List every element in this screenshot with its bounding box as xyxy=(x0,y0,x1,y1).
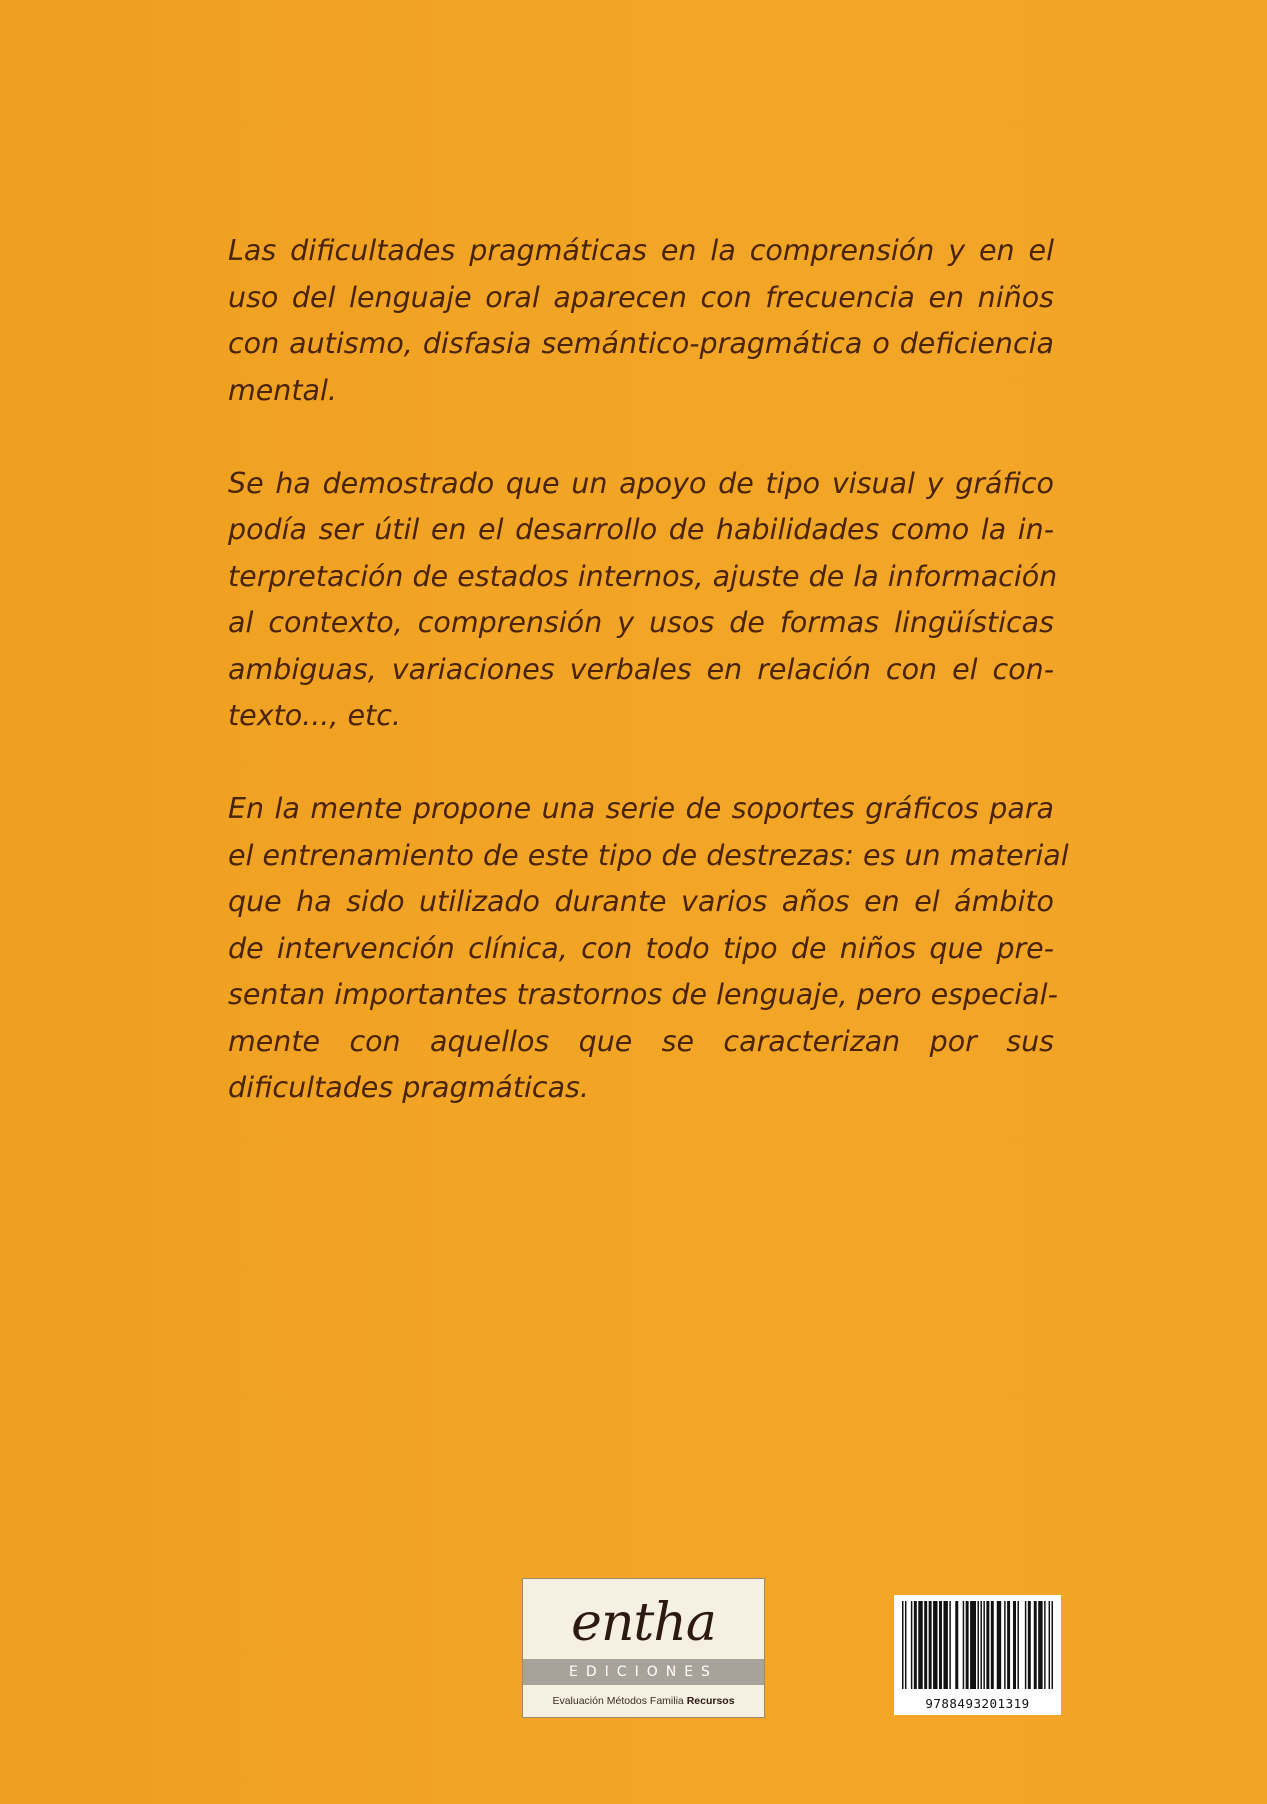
publisher-logo xyxy=(522,1578,765,1718)
barcode-bar xyxy=(905,1601,906,1689)
text-line: mente con aquellos que se caracterizan por sus xyxy=(228,1024,1054,1058)
text-line: ambiguas, variaciones verbales en relación con el con- xyxy=(228,652,1054,686)
barcode-bar xyxy=(963,1601,964,1689)
publisher-name: entha xyxy=(571,1593,716,1653)
text-line: podía ser útil en el desarrollo de habilidades como la in- xyxy=(228,513,1054,546)
barcode-bars xyxy=(902,1601,1053,1689)
barcode-bar xyxy=(1038,1601,1042,1689)
barcode-bar xyxy=(924,1601,927,1689)
text-line: En la mente propone una serie de soportes gráficos para xyxy=(228,792,1054,825)
tagline-bold: Recursos xyxy=(686,1695,735,1707)
description-paragraph-1 xyxy=(228,228,1054,414)
barcode-bar xyxy=(1013,1601,1016,1689)
barcode-bar xyxy=(914,1601,917,1689)
barcode-number: 9788493201319 xyxy=(925,1696,1030,1711)
text-line: con autismo, disfasia semántico-pragmática o deficiencia xyxy=(228,327,1054,360)
isbn-barcode xyxy=(894,1595,1061,1715)
text-line: Se ha demostrado que un apoyo de tipo visual y gráfico xyxy=(228,466,1054,500)
back-cover-description xyxy=(228,228,1069,1158)
publisher-tagline xyxy=(523,1685,764,1718)
barcode-bar xyxy=(991,1601,994,1689)
text-line: mental. xyxy=(228,373,337,407)
barcode-bar xyxy=(986,1601,989,1689)
text-line: terpretación de estados internos, ajuste de la información xyxy=(228,559,1058,593)
text-line: dificultades pragmáticas. xyxy=(228,1071,589,1104)
barcode-bar xyxy=(943,1601,947,1689)
description-paragraph-3 xyxy=(228,786,1069,1112)
barcode-bar xyxy=(949,1601,950,1689)
text-line: el entrenamiento de este tipo de destrezas: es un material xyxy=(228,838,1069,872)
text-line: sentan importantes trastornos de lenguaje, pero especial- xyxy=(228,978,1058,1011)
barcode-bar xyxy=(933,1601,937,1689)
barcode-bar xyxy=(1004,1601,1005,1689)
barcode-bar xyxy=(911,1601,912,1689)
barcode-bar xyxy=(1052,1601,1053,1689)
barcode-bar xyxy=(966,1601,969,1689)
description-paragraph-2 xyxy=(228,461,1058,740)
barcode-bar xyxy=(918,1601,922,1689)
barcode-bar xyxy=(980,1601,981,1689)
barcode-bar xyxy=(1017,1601,1018,1689)
barcode-bar xyxy=(978,1601,979,1689)
barcode-bar xyxy=(929,1601,932,1689)
barcode-bar xyxy=(1025,1601,1026,1689)
text-line: que ha sido utilizado durante varios años en el ámbito xyxy=(228,885,1054,918)
barcode-bar xyxy=(955,1601,958,1689)
barcode-bar xyxy=(1007,1601,1010,1689)
text-line: Las dificultades pragmáticas en la comprensión y en el xyxy=(228,234,1054,267)
barcode-bar xyxy=(1034,1601,1037,1689)
barcode-bar xyxy=(1044,1601,1045,1689)
text-line: al contexto, comprensión y usos de formas lingüísticas xyxy=(228,606,1054,639)
tagline-regular: Evaluación Métodos Familia xyxy=(552,1695,687,1707)
barcode-bar xyxy=(970,1601,976,1689)
text-line: texto..., etc. xyxy=(228,699,401,732)
barcode-bar xyxy=(983,1601,984,1689)
barcode-bar xyxy=(902,1601,903,1689)
barcode-bar xyxy=(1028,1601,1031,1689)
barcode-bar xyxy=(939,1601,942,1689)
text-line: uso del lenguaje oral aparecen con frecuencia en niños xyxy=(228,280,1054,314)
publisher-imprint: EDICIONES xyxy=(523,1659,764,1685)
text-line: de intervención clínica, con todo tipo de niños que pre- xyxy=(228,931,1054,965)
barcode-bar xyxy=(997,1601,1001,1689)
barcode-bar xyxy=(1049,1601,1050,1689)
